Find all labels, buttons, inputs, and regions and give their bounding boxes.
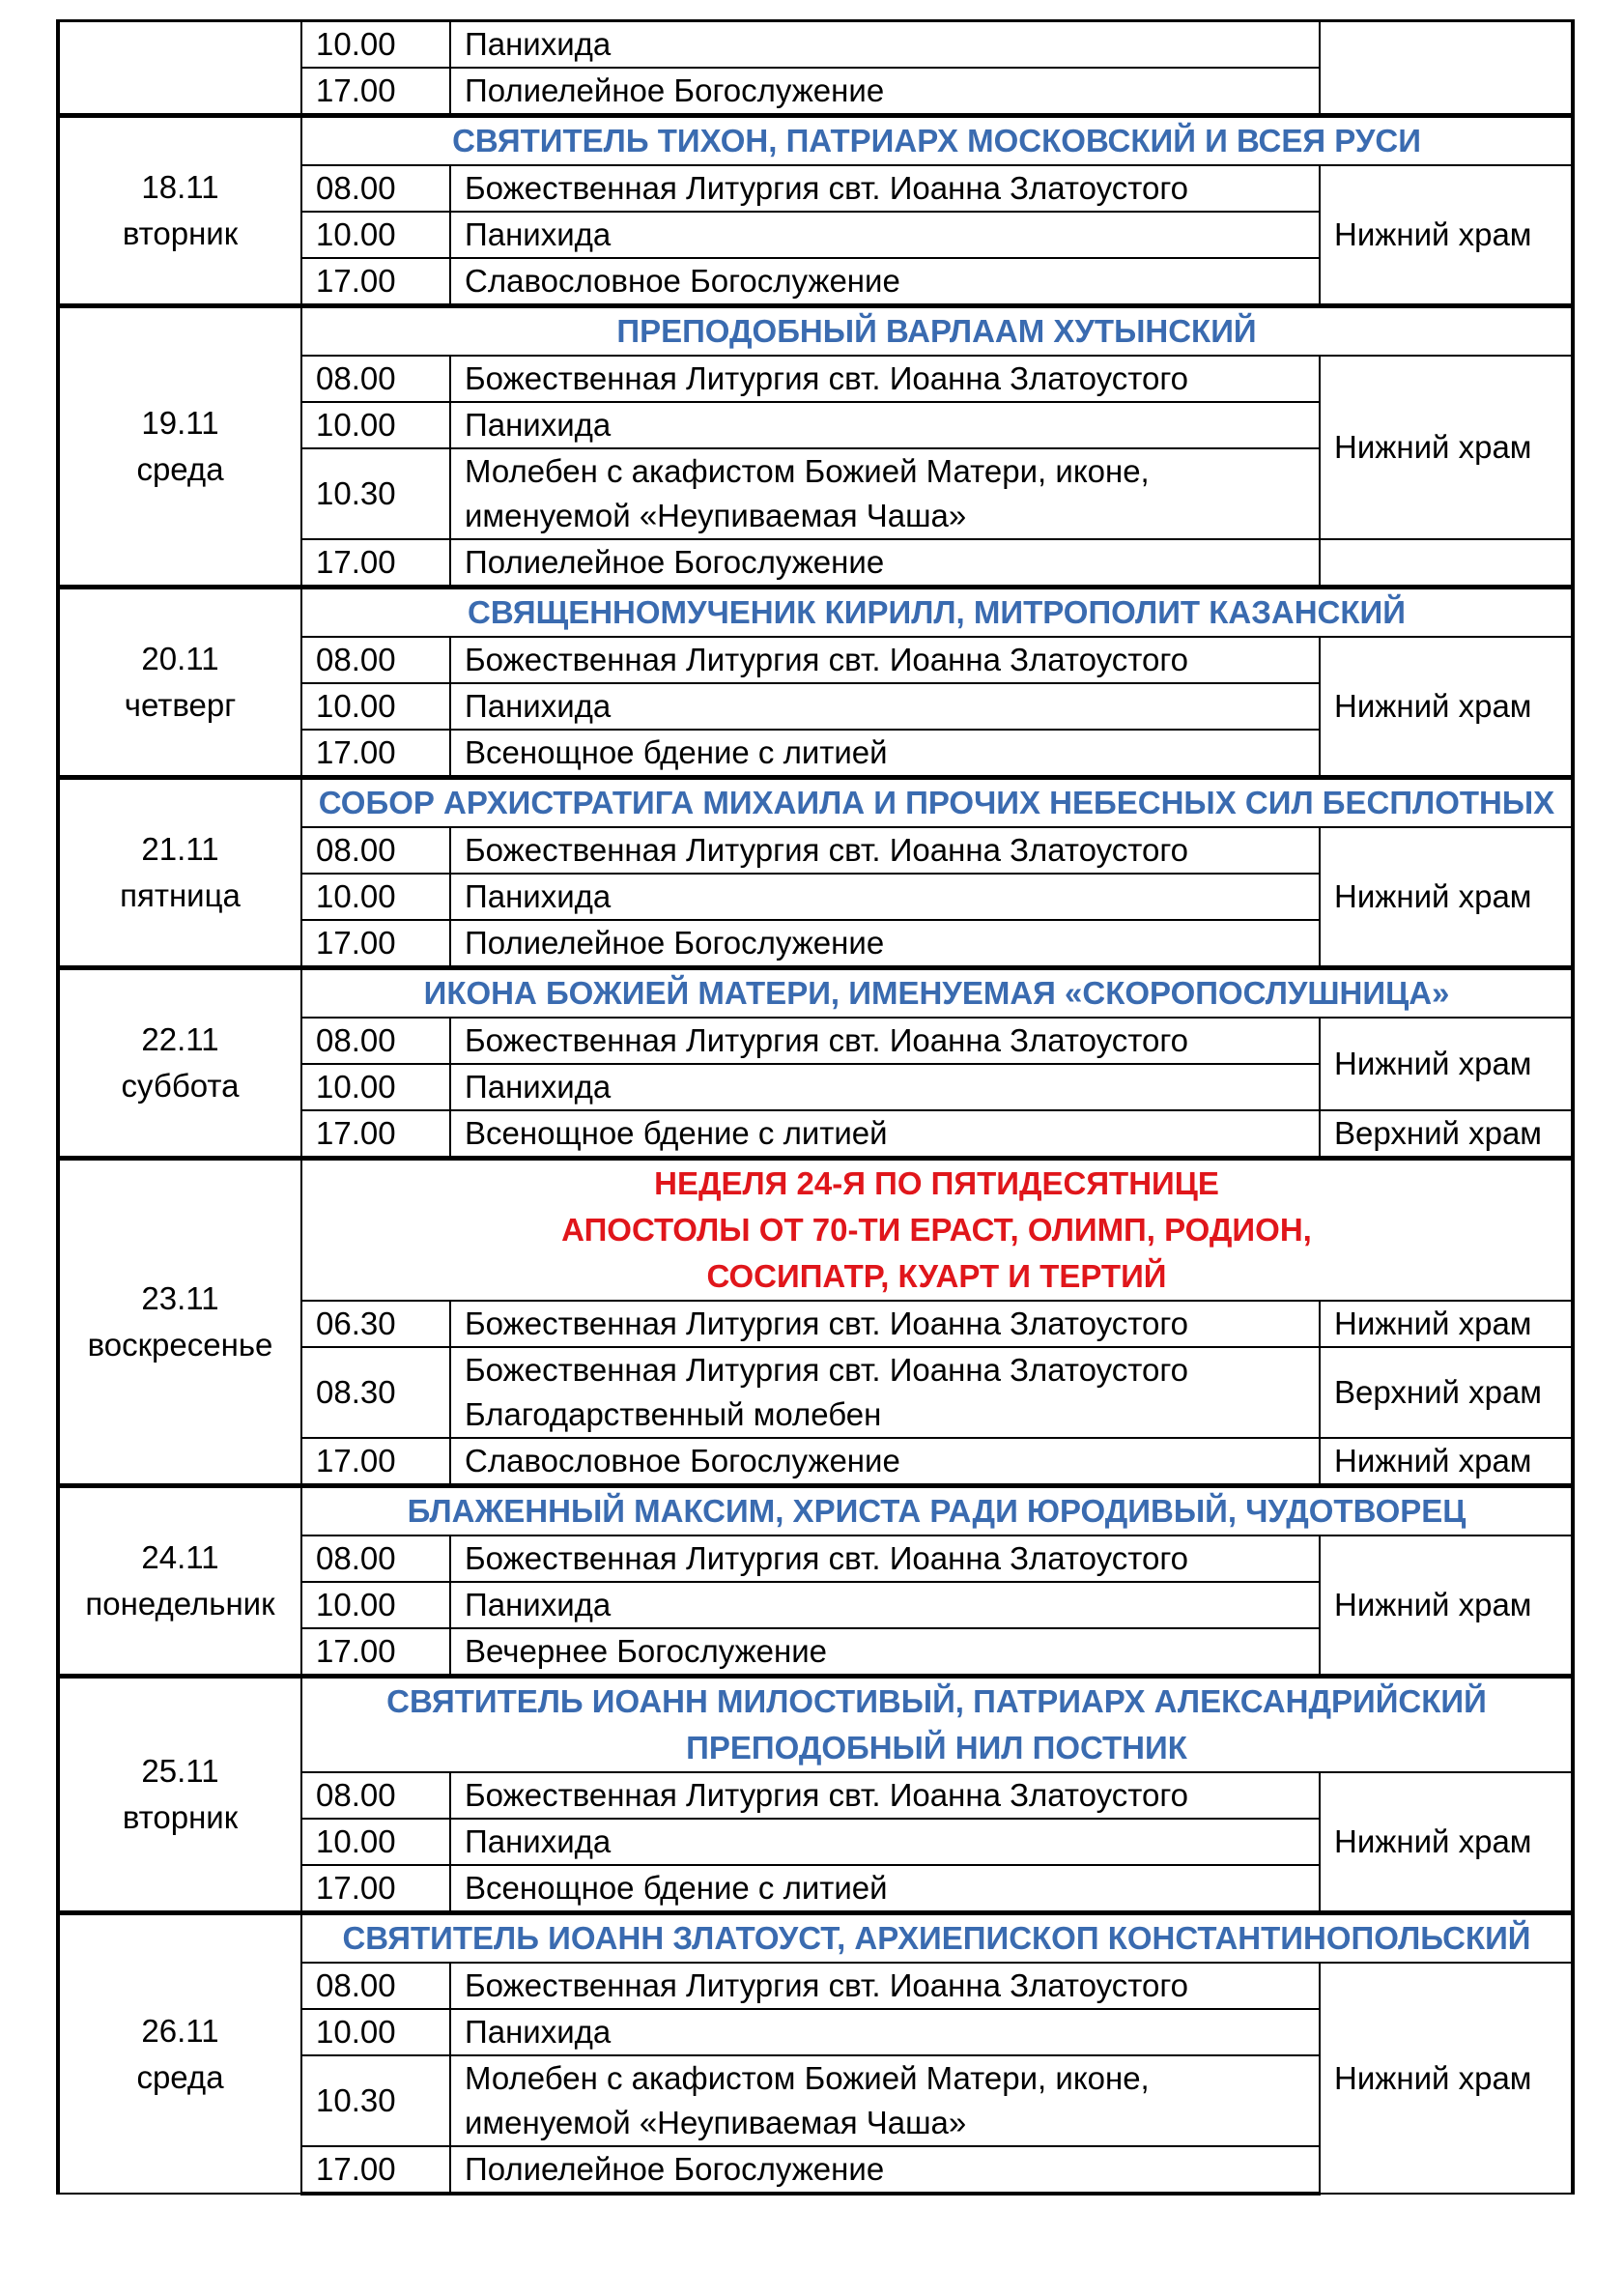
- place-cell: Нижний храм: [1320, 1963, 1573, 2194]
- place-cell: Нижний храм: [1320, 165, 1573, 306]
- weekday: воскресенье: [87, 1327, 273, 1363]
- feast-title: СВЯТИТЕЛЬ ИОАНН ЗЛАТОУСТ, АРХИЕПИСКОП КОНСТАНТИНОПОЛЬСКИЙ: [301, 1913, 1573, 1964]
- time-cell: 08.00: [301, 165, 450, 212]
- feast-row: [58, 588, 1573, 638]
- weekday: вторник: [122, 215, 239, 251]
- service-cell: Полиелейное Богослужение: [450, 68, 1320, 116]
- service-cell: Панихида: [450, 683, 1320, 730]
- feast-row: [58, 1159, 1573, 1302]
- time-cell: 17.00: [301, 920, 450, 968]
- place-cell: Нижний храм: [1320, 637, 1573, 778]
- time-cell: 10.00: [301, 212, 450, 258]
- service-cell: Божественная Литургия свт. Иоанна Златоустого: [450, 637, 1320, 683]
- feast-row: [58, 306, 1573, 357]
- service-cell: Молебен с акафистом Божией Матери, иконе, именуемой «Неупиваемая Чаша»: [450, 2055, 1320, 2146]
- date-cell: [58, 1913, 301, 2195]
- place-cell: Нижний храм: [1320, 1772, 1573, 1913]
- table-row: [58, 21, 1573, 69]
- time-cell: 10.30: [301, 448, 450, 539]
- service-cell: Божественная Литургия свт. Иоанна Златоустого: [450, 356, 1320, 402]
- date: 23.11: [141, 1280, 219, 1316]
- date: 25.11: [141, 1753, 219, 1789]
- time-cell: 08.30: [301, 1347, 450, 1438]
- feast-row: [58, 1913, 1573, 1964]
- time-cell: 17.00: [301, 2146, 450, 2194]
- time-cell: 17.00: [301, 1438, 450, 1486]
- place-cell: Верхний храм: [1320, 1347, 1573, 1438]
- date-cell: [58, 1677, 301, 1913]
- date: 24.11: [141, 1539, 219, 1575]
- feast-title: НЕДЕЛЯ 24-Я ПО ПЯТИДЕСЯТНИЦЕ АПОСТОЛЫ ОТ 70-ТИ ЕРАСТ, ОЛИМП, РОДИОН, СОСИПАТР, КУАРТ И ТЕРТИЙ: [301, 1159, 1573, 1302]
- time-cell: 10.00: [301, 402, 450, 448]
- service-cell: Божественная Литургия свт. Иоанна Златоустого: [450, 1301, 1320, 1347]
- service-cell: Славословное Богослужение: [450, 1438, 1320, 1486]
- weekday: среда: [136, 451, 224, 487]
- time-cell: 17.00: [301, 1110, 450, 1159]
- service-cell: Панихида: [450, 2009, 1320, 2055]
- time-cell: 10.00: [301, 2009, 450, 2055]
- place-cell: Верхний храм: [1320, 1110, 1573, 1159]
- service-cell: Всенощное бдение с литией: [450, 730, 1320, 778]
- service-cell: Всенощное бдение с литией: [450, 1110, 1320, 1159]
- date-cell: [58, 306, 301, 588]
- place-cell: Нижний храм: [1320, 356, 1573, 539]
- service-cell: Полиелейное Богослужение: [450, 539, 1320, 588]
- service-cell: Полиелейное Богослужение: [450, 920, 1320, 968]
- time-cell: 17.00: [301, 1865, 450, 1913]
- time-cell: 10.00: [301, 21, 450, 69]
- place-cell: Нижний храм: [1320, 1018, 1573, 1110]
- weekday: вторник: [122, 1799, 239, 1835]
- time-cell: 08.00: [301, 1018, 450, 1064]
- service-cell: Божественная Литургия свт. Иоанна Златоустого: [450, 1535, 1320, 1582]
- time-cell: 06.30: [301, 1301, 450, 1347]
- schedule-table: [56, 19, 1575, 2196]
- time-cell: 08.00: [301, 637, 450, 683]
- time-cell: 10.00: [301, 874, 450, 920]
- place-cell: Нижний храм: [1320, 1301, 1573, 1347]
- service-cell: Панихида: [450, 1064, 1320, 1110]
- place-cell: Нижний храм: [1320, 827, 1573, 968]
- feast-title: БЛАЖЕННЫЙ МАКСИМ, ХРИСТА РАДИ ЮРОДИВЫЙ, ЧУДОТВОРЕЦ: [301, 1486, 1573, 1536]
- service-cell: Божественная Литургия свт. Иоанна Златоустого: [450, 165, 1320, 212]
- feast-title: СОБОР АРХИСТРАТИГА МИХАИЛА И ПРОЧИХ НЕБЕСНЫХ СИЛ БЕСПЛОТНЫХ: [301, 778, 1573, 828]
- service-cell: Славословное Богослужение: [450, 258, 1320, 306]
- service-cell: Божественная Литургия свт. Иоанна Златоустого: [450, 1772, 1320, 1819]
- time-cell: 10.00: [301, 1064, 450, 1110]
- date: 19.11: [141, 405, 219, 441]
- time-cell: 17.00: [301, 730, 450, 778]
- feast-title: СВЯЩЕННОМУЧЕНИК КИРИЛЛ, МИТРОПОЛИТ КАЗАНСКИЙ: [301, 588, 1573, 638]
- feast-row: [58, 116, 1573, 166]
- feast-title: ИКОНА БОЖИЕЙ МАТЕРИ, ИМЕНУЕМАЯ «СКОРОПОСЛУШНИЦА»: [301, 968, 1573, 1019]
- feast-row: [58, 968, 1573, 1019]
- time-cell: 08.00: [301, 1772, 450, 1819]
- feast-row: [58, 1486, 1573, 1536]
- feast-title: ПРЕПОДОБНЫЙ ВАРЛААМ ХУТЫНСКИЙ: [301, 306, 1573, 357]
- place-cell: Нижний храм: [1320, 1535, 1573, 1677]
- weekday: понедельник: [85, 1586, 275, 1622]
- time-cell: 10.00: [301, 1582, 450, 1628]
- time-cell: 10.00: [301, 1819, 450, 1865]
- feast-title: СВЯТИТЕЛЬ ИОАНН МИЛОСТИВЫЙ, ПАТРИАРХ АЛЕКСАНДРИЙСКИЙ ПРЕПОДОБНЫЙ НИЛ ПОСТНИК: [301, 1677, 1573, 1773]
- place-cell: Нижний храм: [1320, 1438, 1573, 1486]
- time-cell: 08.00: [301, 356, 450, 402]
- time-cell: 08.00: [301, 1963, 450, 2009]
- date-cell: [58, 1486, 301, 1677]
- date: 21.11: [141, 831, 219, 867]
- weekday: пятница: [120, 877, 241, 913]
- service-cell: Панихида: [450, 1582, 1320, 1628]
- date-cell: [58, 21, 301, 116]
- date-cell: [58, 588, 301, 778]
- service-cell: Вечернее Богослужение: [450, 1628, 1320, 1677]
- date-cell: [58, 116, 301, 306]
- time-cell: 10.00: [301, 683, 450, 730]
- time-cell: 08.00: [301, 827, 450, 874]
- date-cell: [58, 1159, 301, 1486]
- time-cell: 17.00: [301, 539, 450, 588]
- time-cell: 17.00: [301, 68, 450, 116]
- service-cell: Полиелейное Богослужение: [450, 2146, 1320, 2194]
- weekday: суббота: [121, 1068, 240, 1104]
- time-cell: 10.30: [301, 2055, 450, 2146]
- service-cell: Панихида: [450, 402, 1320, 448]
- date-cell: [58, 968, 301, 1159]
- service-cell: Всенощное бдение с литией: [450, 1865, 1320, 1913]
- service-cell: Божественная Литургия свт. Иоанна Златоустого: [450, 1018, 1320, 1064]
- date: 18.11: [141, 169, 219, 205]
- weekday: четверг: [124, 687, 237, 723]
- service-cell: Панихида: [450, 21, 1320, 69]
- service-cell: Божественная Литургия свт. Иоанна Златоустого Благодарственный молебен: [450, 1347, 1320, 1438]
- feast-title: СВЯТИТЕЛЬ ТИХОН, ПАТРИАРХ МОСКОВСКИЙ И ВСЕЯ РУСИ: [301, 116, 1573, 166]
- feast-row: [58, 1677, 1573, 1773]
- service-cell: Панихида: [450, 1819, 1320, 1865]
- service-cell: Молебен с акафистом Божией Матери, иконе, именуемой «Неупиваемая Чаша»: [450, 448, 1320, 539]
- date: 22.11: [141, 1021, 219, 1057]
- service-cell: Панихида: [450, 874, 1320, 920]
- date-cell: [58, 778, 301, 968]
- time-cell: 17.00: [301, 1628, 450, 1677]
- service-cell: Божественная Литургия свт. Иоанна Златоустого: [450, 827, 1320, 874]
- place-cell: [1320, 21, 1573, 116]
- date: 20.11: [141, 641, 219, 676]
- service-cell: Панихида: [450, 212, 1320, 258]
- feast-row: [58, 778, 1573, 828]
- date: 26.11: [141, 2012, 219, 2049]
- time-cell: 17.00: [301, 258, 450, 306]
- time-cell: 08.00: [301, 1535, 450, 1582]
- service-cell: Божественная Литургия свт. Иоанна Златоустого: [450, 1963, 1320, 2009]
- weekday: среда: [136, 2058, 224, 2095]
- place-cell: [1320, 539, 1573, 588]
